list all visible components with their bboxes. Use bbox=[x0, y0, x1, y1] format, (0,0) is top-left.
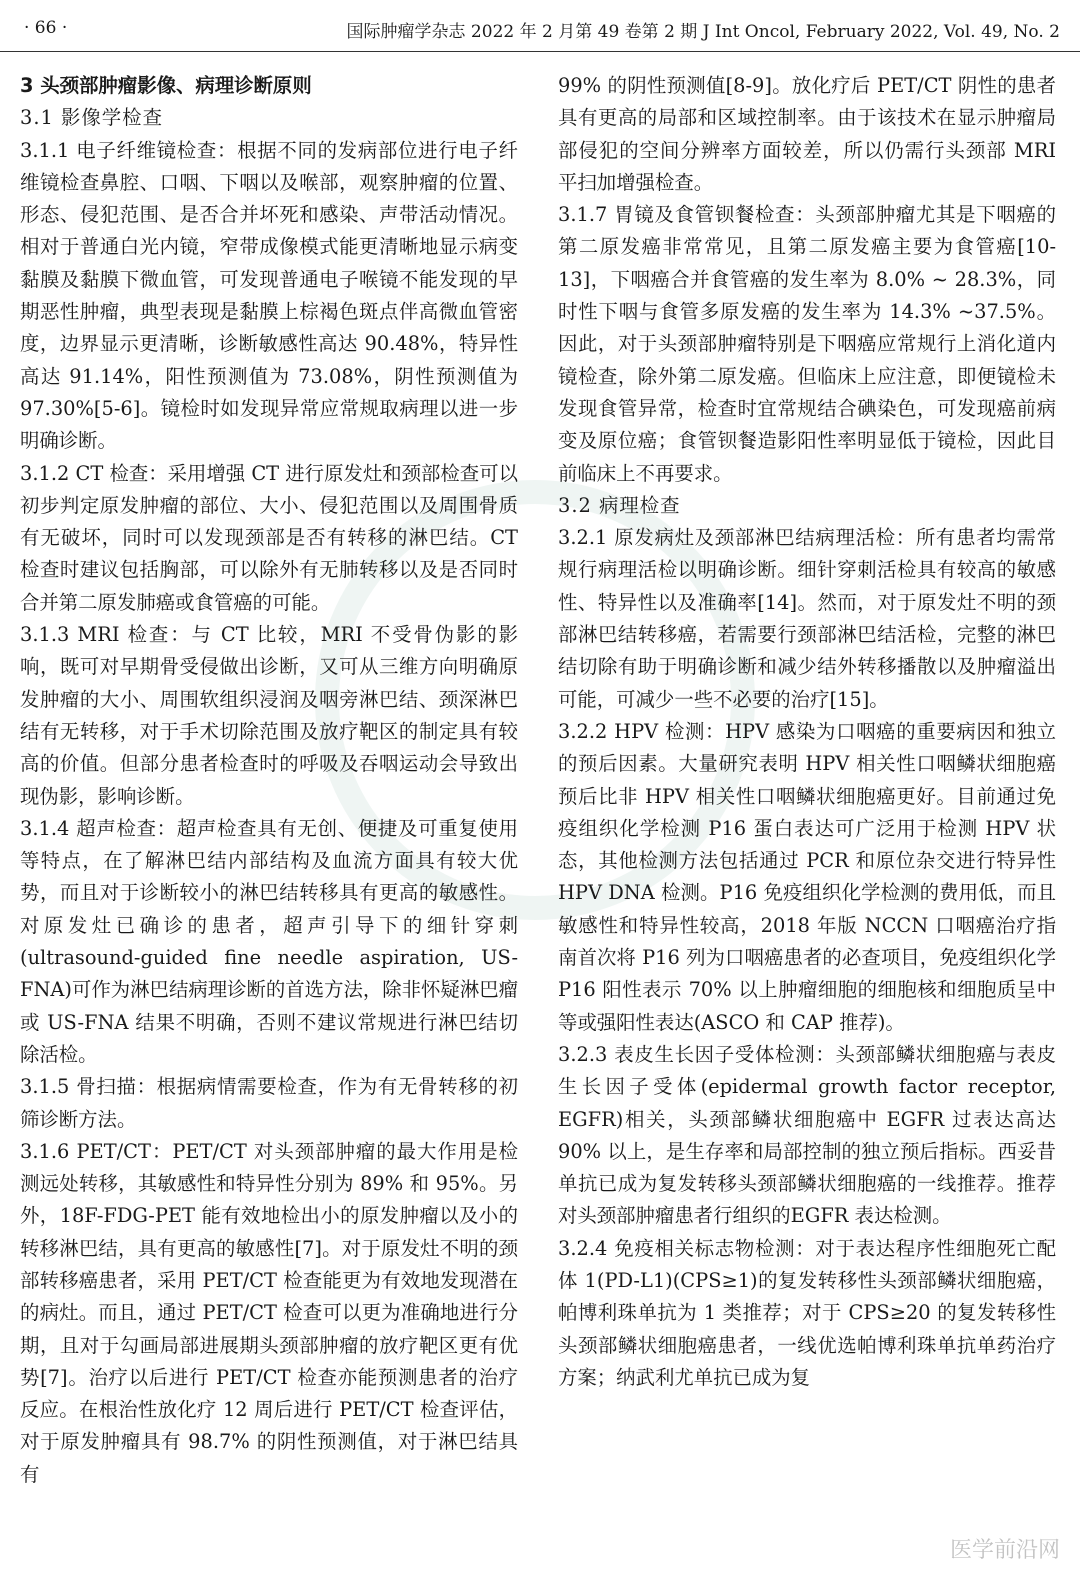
paragraph-3-1-6: 3.1.6 PET/CT：PET/CT 对头颈部肿瘤的最大作用是检测远处转移，其敏感性和特异性分别为 89% 和 95%。另外，18F-FDG-PET 能有效地检出小的原发肿瘤以及小的转移淋巴结，具有更高的敏感性[7]。对于原发灶不明的颈部转移癌患者，采用 PET/CT 检查能更为有效地发现潜在的病灶。而且，通过 PET/CT 检查可以更为准确地进行分期，且对于勾画局部进展期头颈部肿瘤的放疗靶区更有优势[7]。治疗以后进行 PET/CT 检查亦能预测患者的治疗反应。在根治性放化疗 12 周后进行 PET/CT 检查评估，对于原发肿瘤具有 98.7% 的阴性预测值，对于淋巴结具有 bbox=[20, 1139, 518, 1486]
paragraph-3-2-2: 3.2.2 HPV 检测：HPV 感染为口咽癌的重要病因和独立的预后因素。大量研究表明 HPV 相关性口咽鳞状细胞癌预后比非 HPV 相关性口咽鳞状细胞癌更好。目前通过免疫组织化学检测 P16 蛋白表达可广泛用于检测 HPV 状态，其他检测方法包括通过 PCR 和原位杂交进行特异性 HPV DNA 检测。P16 免疫组织化学检测的费用低，而且敏感性和特异性较高，2018 年版 NCCN 口咽癌治疗指南首次将 P16 列为口咽癌患者的必查项目，免疫组织化学 P16 阳性表示 70% 以上肿瘤细胞的细胞核和细胞质呈中等或强阳性表达(ASCO 和 CAP 推荐)。 bbox=[558, 719, 1056, 1034]
section-heading: 3 头颈部肿瘤影像、病理诊断原则 bbox=[20, 74, 312, 97]
paragraph-3-1-2: 3.1.2 CT 检查：采用增强 CT 进行原发灶和颈部检查可以初步判定原发肿瘤的部位、大小、侵犯范围以及周围骨质有无破坏，同时可以发现颈部是否有转移的淋巴结。CT 检查时建议包括胸部，可以除外有无肺转移以及是否同时合并第二原发肺癌或食管癌的可能。 bbox=[20, 461, 518, 614]
paragraph-3-2-3: 3.2.3 表皮生长因子受体检测：头颈部鳞状细胞癌与表皮生长因子受体(epidermal growth factor receptor, EGFR)相关，头颈部鳞状细胞癌中 EGFR 过表达高达 90% 以上，是生存率和局部控制的独立预后指标。西妥昔单抗已成为复发转移头颈部鳞状细胞癌的一线推荐。推荐对头颈部肿瘤患者行组织的EGFR 表达检测。 bbox=[558, 1042, 1056, 1228]
journal-citation: 国际肿瘤学杂志 2022 年 2 月第 49 卷第 2 期 J Int Oncol, February 2022, Vol. 49, No. 2 bbox=[346, 22, 1060, 42]
watermark-text: 医学前沿网 bbox=[949, 1538, 1060, 1563]
right-column bbox=[558, 70, 1056, 1394]
paragraph-3-2-1: 3.2.1 原发病灶及颈部淋巴结病理活检：所有患者均需常规行病理活检以明确诊断。细针穿刺活检具有较高的敏感性、特异性以及准确率[14]。然而，对于原发灶不明的颈部淋巴结转移癌，若需要行颈部淋巴结活检，完整的淋巴结切除有助于明确诊断和减少结外转移播散以及肿瘤溢出可能，可减少一些不必要的治疗[15]。 bbox=[558, 526, 1056, 711]
paragraph-3-1-3: 3.1.3 MRI 检查：与 CT 比较，MRI 不受骨伪影的影响，既可对早期骨受侵做出诊断，又可从三维方向明确原发肿瘤的大小、周围软组织浸润及咽旁淋巴结、颈深淋巴结有无转移，对于手术切除范围及放疗靶区的制定具有较高的价值。但部分患者检查时的呼吸及吞咽运动会导致出现伪影，影响诊断。 bbox=[20, 623, 518, 808]
paragraph-3-1-4: 3.1.4 超声检查：超声检查具有无创、便捷及可重复使用等特点，在了解淋巴结内部结构及血流方面具有较大优势，而且对于诊断较小的淋巴结转移具有更高的敏感性。对原发灶已确诊的患者，超声引导下的细针穿刺(ultrasound-guided fine needle aspiration, US-FNA)可作为淋巴结病理诊断的首选方法，除非怀疑淋巴瘤或 US-FNA 结果不明确，否则不建议常规进行淋巴结切除活检。 bbox=[20, 816, 518, 1066]
subsection-heading-pathology: 3.2 病理检查 bbox=[558, 493, 681, 517]
paragraph-3-2-4: 3.2.4 免疫相关标志物检测：对于表达程序性细胞死亡配体 1(PD-L1)(CPS≥1)的复发转移性头颈部鳞状细胞癌，帕博利珠单抗为 1 类推荐；对于 CPS≥20 的复发转移性头颈部鳞状细胞癌患者，一线优选帕博利珠单抗单药治疗方案；纳武利尤单抗已成为复 bbox=[558, 1236, 1056, 1389]
paragraph-continued: 99% 的阴性预测值[8-9]。放化疗后 PET/CT 阴性的患者具有更高的局部和区域控制率。由于该技术在显示肿瘤局部侵犯的空间分辨率方面较差，所以仍需行头颈部 MRI 平扫加增强检查。 bbox=[558, 74, 1056, 194]
page-header bbox=[0, 0, 1080, 52]
paragraph-3-1-1: 3.1.1 电子纤维镜检查：根据不同的发病部位进行电子纤维镜检查鼻腔、口咽、下咽以及喉部，观察肿瘤的位置、形态、侵犯范围、是否合并坏死和感染、声带活动情况。相对于普通白光内镜，窄带成像模式能更清晰地显示病变黏膜及黏膜下微血管，可发现普通电子喉镜不能发现的早期恶性肿瘤，典型表现是黏膜上棕褐色斑点伴高微血管密度，边界显示更清晰，诊断敏感性高达 90.48%，特异性高达 91.14%，阳性预测值为 73.08%，阴性预测值为 97.30%[5-6]。镜检时如发现异常应常规取病理以进一步明确诊断。 bbox=[20, 138, 518, 453]
paragraph-3-1-5: 3.1.5 骨扫描：根据病情需要检查，作为有无骨转移的初筛诊断方法。 bbox=[20, 1075, 518, 1131]
page-number: · 66 · bbox=[24, 18, 68, 38]
paragraph-3-1-7: 3.1.7 胃镜及食管钡餐检查：头颈部肿瘤尤其是下咽癌的第二原发癌非常常见，且第二原发癌主要为食管癌[10-13]，下咽癌合并食管癌的发生率为 8.0% ~ 28.3%，同时性下咽与食管多原发癌的发生率为 14.3% ~37.5%。因此，对于头颈部肿瘤特别是下咽癌应常规行上消化道内镜检查，除外第二原发癌。但临床上应注意，即便镜检未发现食管异常，检查时宜常规结合碘染色，可发现癌前病变及原位癌；食管钡餐造影阳性率明显低于镜检，因此目前临床上不再要求。 bbox=[558, 203, 1056, 485]
left-column bbox=[20, 70, 518, 1491]
subsection-heading: 3.1 影像学检查 bbox=[20, 106, 163, 130]
